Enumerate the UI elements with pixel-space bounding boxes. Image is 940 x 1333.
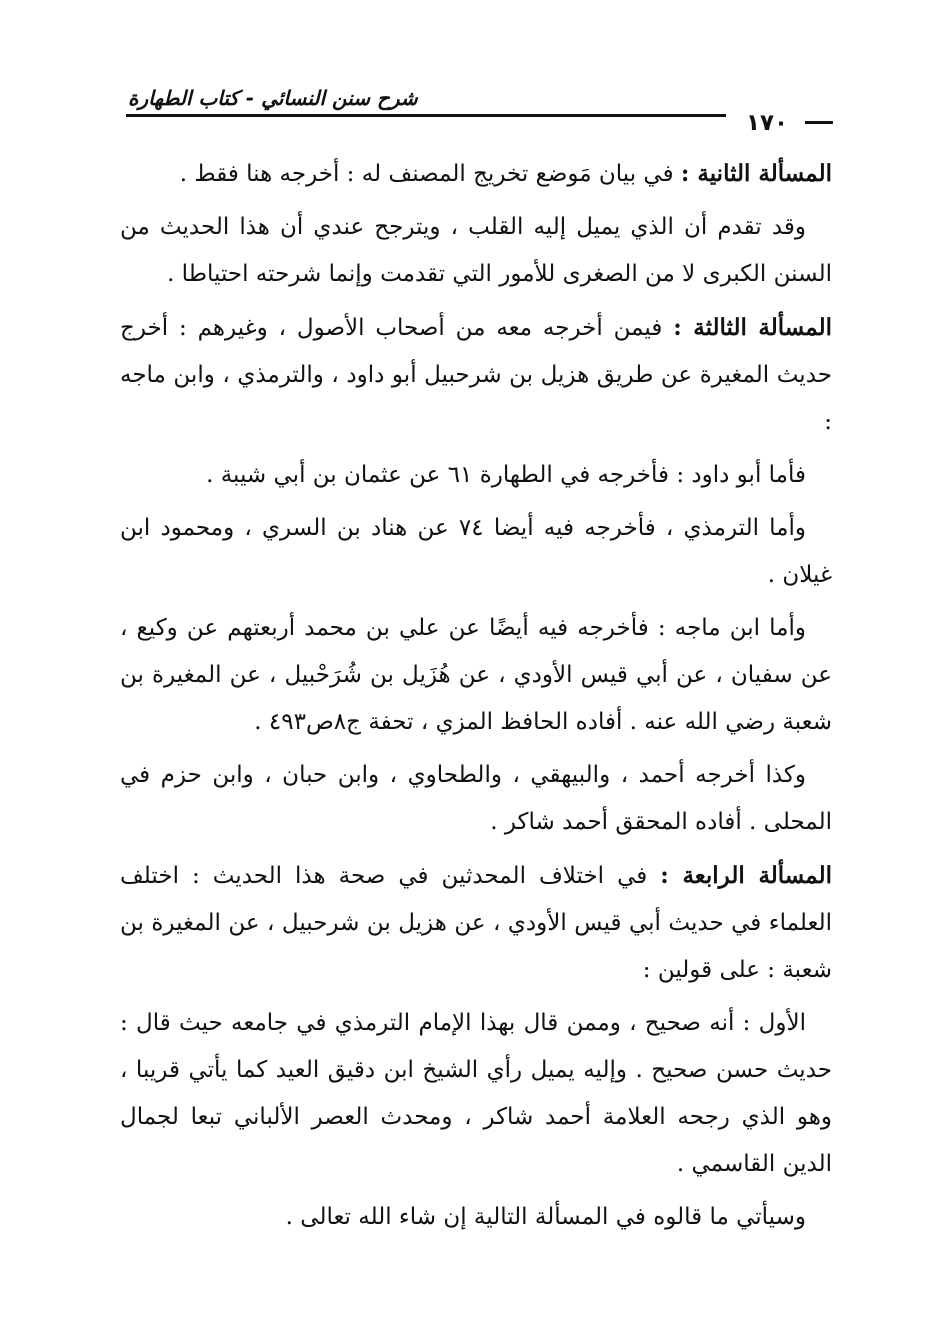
- paragraph-text: وأما الترمذي ، فأخرجه فيه أيضا ٧٤ عن هناد بن السري ، ومحمود ابن غيلان .: [120, 515, 832, 588]
- paragraph: [120, 1194, 832, 1241]
- paragraph: [120, 1000, 832, 1188]
- paragraph: [120, 452, 832, 499]
- running-header-title: شرح سنن النسائي - كتاب الطهارة: [128, 86, 418, 110]
- paragraph-text: وقد تقدم أن الذي يميل إليه القلب ، ويترجح عندي أن هذا الحديث من السنن الكبرى لا من الصغرى للأمور التي تقدمت وإنما شرحته احتياطا .: [120, 214, 832, 287]
- paragraph: [120, 752, 832, 846]
- paragraph: [120, 505, 832, 599]
- paragraph: [120, 605, 832, 746]
- page-body: [120, 150, 832, 1247]
- header-rule: [126, 114, 726, 117]
- issue-heading: المسألة الثانية :: [680, 160, 832, 187]
- paragraph-issue-2: [120, 150, 832, 198]
- paragraph-text: وسيأتي ما قالوه في المسألة التالية إن شاء الله تعالى .: [285, 1204, 806, 1230]
- issue-heading: المسألة الرابعة :: [660, 862, 833, 889]
- page-number-dash: [805, 121, 833, 124]
- paragraph-text: في بيان مَوضع تخريج المصنف له : أخرجه هنا فقط .: [179, 161, 681, 187]
- paragraph-text: وأما ابن ماجه : فأخرجه فيه أيضًا عن علي بن محمد أربعتهم عن وكيع ، عن سفيان ، عن أبي قيس الأودي ، عن هُزَيل بن شُرَحْبيل ، عن المغيرة بن شعبة رضي الله عنه . أفاده الحافظ المزي ، تحفة ج٨ص٤٩٣ .: [120, 615, 832, 735]
- paragraph-text: وكذا أخرجه أحمد ، والبيهقي ، والطحاوي ، وابن حبان ، وابن حزم في المحلى . أفاده المحقق أحمد شاكر .: [120, 762, 832, 835]
- paragraph-issue-4: [120, 852, 832, 994]
- paragraph-text: فأما أبو داود : فأخرجه في الطهارة ٦١ عن عثمان بن أبي شيبة .: [206, 462, 806, 488]
- paragraph-text: الأول : أنه صحيح ، وممن قال بهذا الإمام الترمذي في جامعه حيث قال : حديث حسن صحيح . وإليه يميل رأي الشيخ ابن دقيق العيد كما يأتي قريبا ، وهو الذي رجحه العلامة أحمد شاكر ، ومحدث العصر الألباني تبعا لجمال الدين القاسمي .: [120, 1010, 832, 1177]
- issue-heading: المسألة الثالثة :: [673, 314, 832, 341]
- paragraph: [120, 204, 832, 298]
- paragraph-text: فيمن أخرجه معه من أصحاب الأصول ، وغيرهم : أخرج حديث المغيرة عن طريق هزيل بن شرحبيل أبو داود ، والترمذي ، وابن ماجه :: [120, 315, 832, 435]
- paragraph-text: في اختلاف المحدثين في صحة هذا الحديث : اختلف العلماء في حديث أبي قيس الأودي ، عن هزيل بن شرحبيل ، عن المغيرة بن شعبة : على قولين :: [120, 863, 832, 983]
- paragraph-issue-3: [120, 304, 832, 446]
- page-number: ١٧٠: [745, 110, 789, 136]
